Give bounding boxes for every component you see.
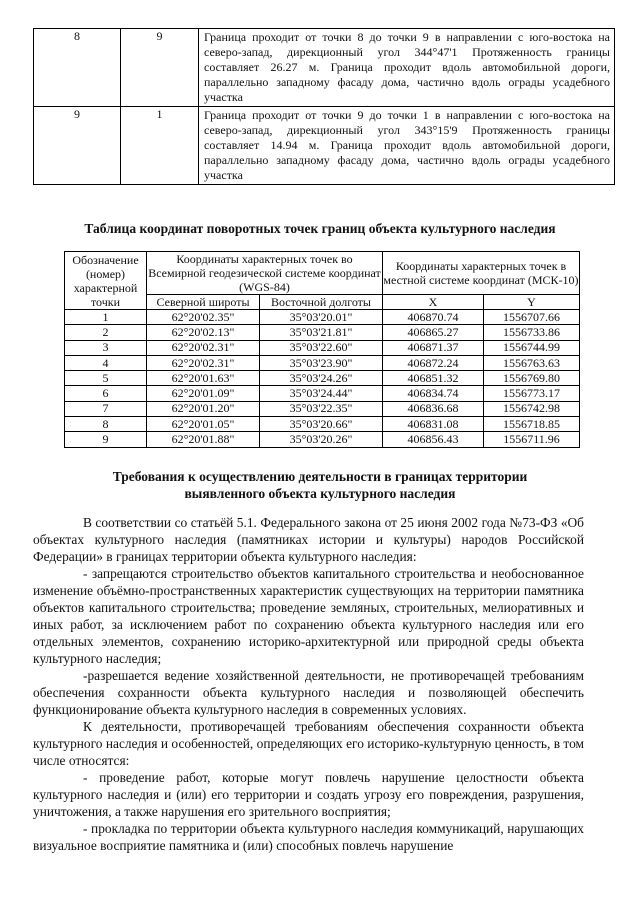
header-msk10: Координаты характерных точек в местной системе координат (МСК-10) [383, 252, 580, 295]
y-coordinate-cell: 1556744.99 [484, 340, 580, 355]
boundary-description-cell: Граница проходит от точки 8 до точки 9 в направлении с юго-востока на северо-запад, дирекционный угол 344°47'1 Протяженность границы составляет 26.27 м. Граница проходит вдоль автомобильной дороги, параллельно западному фасаду дома, частично вдоль ограды усадебного участка [199, 29, 615, 107]
table-row [34, 107, 615, 185]
boundary-description-table [33, 28, 615, 185]
point-number-cell: 2 [65, 325, 147, 340]
boundary-description-cell: Граница проходит от точки 9 до точки 1 в направлении с юго-востока на северо-запад, дирекционный угол 343°15'9 Протяженность границы составляет 14.94 м. Граница проходит вдоль автомобильной дороги, параллельно западному фасаду дома, частично вдоль ограды усадебного участка [199, 107, 615, 185]
latitude-cell: 62°20'02.31" [147, 340, 260, 355]
longitude-cell: 35°03'23.90" [260, 355, 383, 370]
latitude-cell: 62°20'01.05" [147, 417, 260, 432]
y-coordinate-cell: 1556718.85 [484, 417, 580, 432]
y-coordinate-cell: 1556733.86 [484, 325, 580, 340]
body-paragraph: - проведение работ, которые могут повлечь нарушение целостности объекта культурного наследия и (или) его территории и создать угрозу его повреждения, разрушения, уничтожения, а также нарушения его зрительного восприятия; [33, 770, 584, 819]
x-coordinate-cell: 406836.68 [383, 401, 484, 416]
point-number-cell: 6 [65, 386, 147, 401]
longitude-cell: 35°03'22.35" [260, 401, 383, 416]
latitude-cell: 62°20'01.88" [147, 432, 260, 447]
body-paragraph: -разрешается ведение хозяйственной деятельности, не противоречащей требованиям обеспечения сохранности объекта культурного наследия и позволяющей обеспечить функционирование объекта культурного наследия в современных условиях. [33, 668, 584, 717]
latitude-cell: 62°20'01.09" [147, 386, 260, 401]
table-row [65, 325, 580, 340]
requirements-title-line: выявленного объекта культурного наследия [184, 486, 456, 501]
requirements-title [0, 468, 640, 502]
latitude-cell: 62°20'02.35" [147, 310, 260, 325]
table-row [65, 355, 580, 370]
coordinates-table-title: Таблица координат поворотных точек границ объекта культурного наследия [84, 221, 556, 236]
point-number-cell: 1 [65, 310, 147, 325]
x-coordinate-cell: 406870.74 [383, 310, 484, 325]
latitude-cell: 62°20'02.31" [147, 355, 260, 370]
requirements-body [33, 514, 584, 854]
longitude-cell: 35°03'20.01" [260, 310, 383, 325]
point-number-cell: 8 [65, 417, 147, 432]
header-x: X [383, 295, 484, 310]
longitude-cell: 35°03'24.26" [260, 371, 383, 386]
to-point-cell: 9 [121, 29, 199, 107]
latitude-cell: 62°20'01.20" [147, 401, 260, 416]
table-row [65, 432, 580, 447]
x-coordinate-cell: 406865.27 [383, 325, 484, 340]
y-coordinate-cell: 1556707.66 [484, 310, 580, 325]
x-coordinate-cell: 406851.32 [383, 371, 484, 386]
longitude-cell: 35°03'24.44" [260, 386, 383, 401]
y-coordinate-cell: 1556763.63 [484, 355, 580, 370]
longitude-cell: 35°03'21.81" [260, 325, 383, 340]
x-coordinate-cell: 406871.37 [383, 340, 484, 355]
y-coordinate-cell: 1556711.96 [484, 432, 580, 447]
header-row [65, 252, 580, 295]
header-latitude: Северной широты [147, 295, 260, 310]
header-longitude: Восточной долготы [260, 295, 383, 310]
header-point-number: Обозначение (номер) характерной точки [65, 252, 147, 310]
latitude-cell: 62°20'01.63" [147, 371, 260, 386]
body-paragraph: - запрещаются строительство объектов капитального строительства и необоснованное изменение объёмно-пространственных характеристик существующих на территории памятника объектов капитального строительства; проведение земляных, строительных, мелиоративных и иных работ, за исключением работ по сохранению объекта культурного наследия или его отдельных элементов, сохранению историко-архитектурной или природной среды объекта культурного наследия; [33, 566, 584, 666]
x-coordinate-cell: 406834.74 [383, 386, 484, 401]
table-row [65, 310, 580, 325]
table-row [65, 417, 580, 432]
body-paragraph: К деятельности, противоречащей требованиям обеспечения сохранности объекта культурного наследия и особенностей, определяющих его историко-культурную ценность, в том числе относятся: [33, 719, 584, 768]
y-coordinate-cell: 1556769.80 [484, 371, 580, 386]
x-coordinate-cell: 406856.43 [383, 432, 484, 447]
requirements-title-line: Требования к осуществлению деятельности в границах территории [112, 469, 528, 484]
point-number-cell: 3 [65, 340, 147, 355]
x-coordinate-cell: 406831.08 [383, 417, 484, 432]
table-row [65, 401, 580, 416]
from-point-cell: 9 [34, 107, 121, 185]
longitude-cell: 35°03'20.26" [260, 432, 383, 447]
coordinates-table [64, 251, 580, 448]
to-point-cell: 1 [121, 107, 199, 185]
x-coordinate-cell: 406872.24 [383, 355, 484, 370]
table-row [65, 340, 580, 355]
y-coordinate-cell: 1556773.17 [484, 386, 580, 401]
header-wgs84: Координаты характерных точек во Всемирной геодезической системе координат (WGS-84) [148, 252, 381, 294]
y-coordinate-cell: 1556742.98 [484, 401, 580, 416]
body-paragraph: В соответствии со статьёй 5.1. Федерального закона от 25 июня 2002 года №73-ФЗ «Об объектах культурного наследия (памятниках истории и культуры) народов Российской Федерации» в границах территории объекта культурного наследия: [33, 515, 584, 564]
table-row [34, 29, 615, 107]
header-y: Y [484, 295, 580, 310]
point-number-cell: 9 [65, 432, 147, 447]
longitude-cell: 35°03'20.66" [260, 417, 383, 432]
from-point-cell: 8 [34, 29, 121, 107]
point-number-cell: 5 [65, 371, 147, 386]
point-number-cell: 7 [65, 401, 147, 416]
longitude-cell: 35°03'22.60" [260, 340, 383, 355]
body-paragraph: - прокладка по территории объекта культурного наследия коммуникаций, нарушающих визуальное восприятие памятника и (или) способных повлечь нарушение [33, 821, 584, 853]
latitude-cell: 62°20'02.13" [147, 325, 260, 340]
table-row [65, 371, 580, 386]
point-number-cell: 4 [65, 355, 147, 370]
table-row [65, 386, 580, 401]
